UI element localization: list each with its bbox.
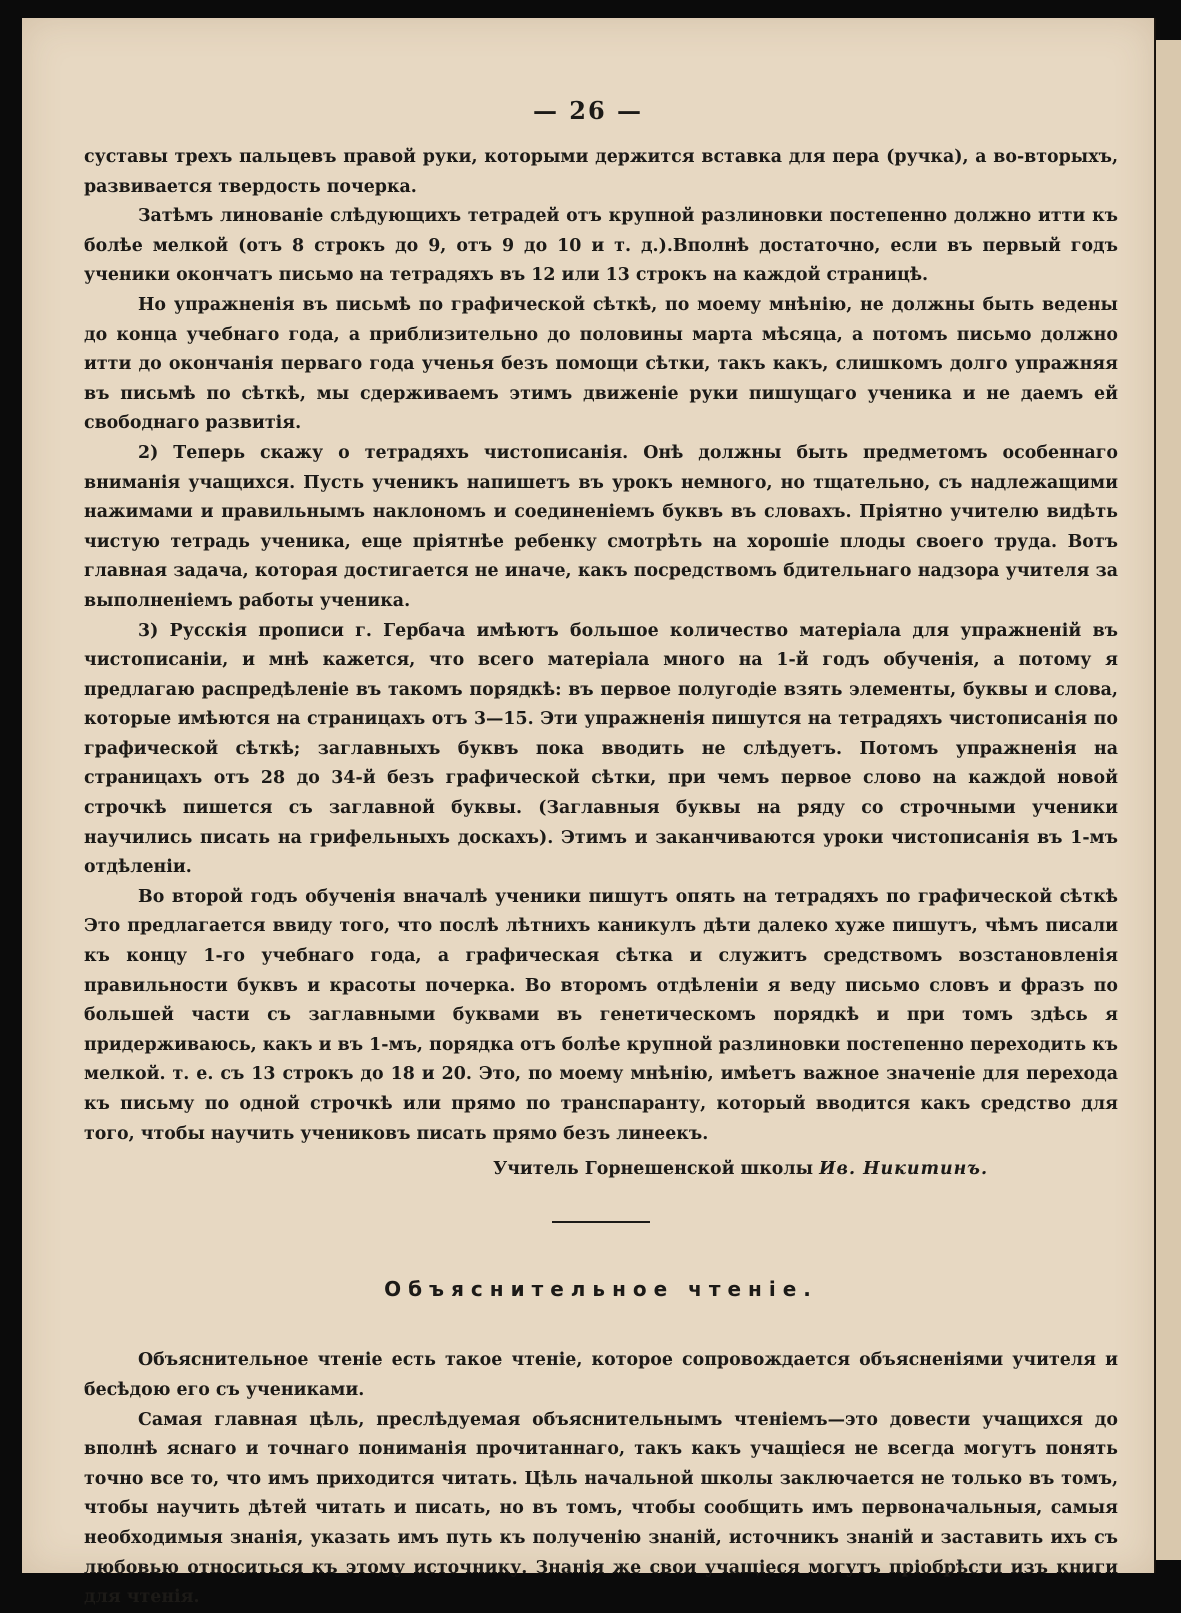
- signature-prefix: Учитель Горнешенской школы: [493, 1159, 820, 1180]
- author-signature: [84, 1155, 988, 1185]
- paragraph: Самая главная цѣль, преслѣдуемая объяснительнымъ чтеніемъ—это довести учащихся до вполнѣ яснаго и точнаго пониманія прочитаннаго, такъ какъ учащіеся не всегда могутъ понять точно все то, что имъ приходится читать. Цѣль начальной школы заключается не только въ томъ, чтобы научить дѣтей читать и писать, но въ томъ, чтобы сообщить имъ первоначальныя, самыя необходимыя знанія, указать имъ путь къ полученію знаній, источникъ знаній и заставить ихъ съ любовью относиться къ этому источнику. Знанія же свои учащіеся могутъ пріобрѣсти изъ книги для чтенія.: [84, 1409, 1118, 1608]
- next-page-edge: [1156, 40, 1181, 1560]
- section-title: Объяснительное чтеніе.: [384, 1276, 818, 1301]
- document-page: [22, 18, 1154, 1608]
- paragraph: Во второй годъ обученія вначалѣ ученики пишутъ опять на тетрадяхъ по графической сѣткѣ Это предлагается ввиду того, что послѣ лѣтнихъ каникулъ дѣти далеко хуже пишутъ, чѣмъ писали къ концу 1-го учебнаго года, а графическая сѣтка и служитъ средствомъ возстановленія правильности буквъ и красоты почерка. Во второмъ отдѣленіи я веду письмо словъ и фразъ по большей части съ заглавными буквами въ генетическомъ порядкѣ и при томъ здѣсь я придерживаюсь, какъ и въ 1-мъ, порядка отъ болѣе крупной разлиновки постепенно переходить къ мелкой. т. е. съ 13 строкъ до 18 и 20. Это, по моему мнѣнію, имѣетъ важное значеніе для перехода къ письму по одной строчкѣ или прямо по транспаранту, который вводится какъ средство для того, чтобы научить учениковъ писать прямо безъ линеекъ.: [84, 886, 1118, 1144]
- paragraph: Объяснительное чтеніе есть такое чтеніе, которое сопровождается объясненіями учителя и бесѣдою его съ учениками.: [84, 1350, 1118, 1400]
- author-name: Ив. Никитинъ.: [819, 1159, 988, 1180]
- paragraph: 2) Теперь скажу о тетрадяхъ чистописанія. Онѣ должны быть предметомъ особеннаго вниманія учащихся. Пусть ученикъ напишетъ въ урокъ немного, но тщательно, съ надлежащими нажимами и правильнымъ наклономъ и соединеніемъ буквъ въ словахъ. Пріятно учителю видѣть чистую тетрадь ученика, еще пріятнѣе ребенку смотрѣть на хорошіе плоды своего труда. Вотъ главная задача, которая достигается не иначе, какъ посредствомъ бдительнаго надзора учителя за выполненіемъ работы ученика.: [84, 442, 1118, 611]
- body-text: [84, 143, 1118, 1613]
- paragraph: 3) Русскія прописи г. Гербача имѣютъ большое количество матеріала для упражненій въ чистописаніи, и мнѣ кажется, что всего матеріала много на 1-й годъ обученія, а потому я предлагаю распредѣленіе въ такомъ порядкѣ: въ первое полугодіе взять элементы, буквы и слова, которые имѣются на страницахъ отъ 3—15. Эти упражненія пишутся на тетрадяхъ чистописанія по графической сѣткѣ; заглавныхъ буквъ пока вводить не слѣдуетъ. Потомъ упражненія на страницахъ отъ 28 до 34-й безъ графической сѣтки, при чемъ первое слово на каждой новой строчкѣ пишется съ заглавной буквы. (Заглавныя буквы на ряду со строчными ученики научились писать на грифельныхъ доскахъ). Этимъ и заканчиваются уроки чистописанія въ 1-мъ отдѣленіи.: [84, 620, 1118, 878]
- paragraph: Но упражненія въ письмѣ по графической сѣткѣ, по моему мнѣнію, не должны быть ведены до конца учебнаго года, а приблизительно до половины марта мѣсяца, а потомъ письмо должно итти до окончанія перваго года ученья безъ помощи сѣтки, такъ какъ, слишкомъ долго упражняя въ письмѣ по сѣткѣ, мы сдерживаемъ этимъ движеніе руки пишущаго ученика и не даемъ ей свободнаго развитія.: [84, 294, 1118, 434]
- paragraph: Затѣмъ линованіе слѣдующихъ тетрадей отъ крупной разлиновки постепенно должно итти къ болѣе мелкой (отъ 8 строкъ до 9, отъ 9 до 10 и т. д.).Вполнѣ достаточно, если въ первый годъ ученики окончатъ письмо на тетрадяхъ въ 12 или 13 строкъ на каждой страницѣ.: [84, 206, 1118, 286]
- section-divider: [552, 1221, 650, 1223]
- paragraph: суставы трехъ пальцевъ правой руки, которыми держится вставка для пера (ручка), а во-вторыхъ, развивается твердость почерка.: [84, 147, 1118, 197]
- page-number: — 26 —: [532, 96, 644, 125]
